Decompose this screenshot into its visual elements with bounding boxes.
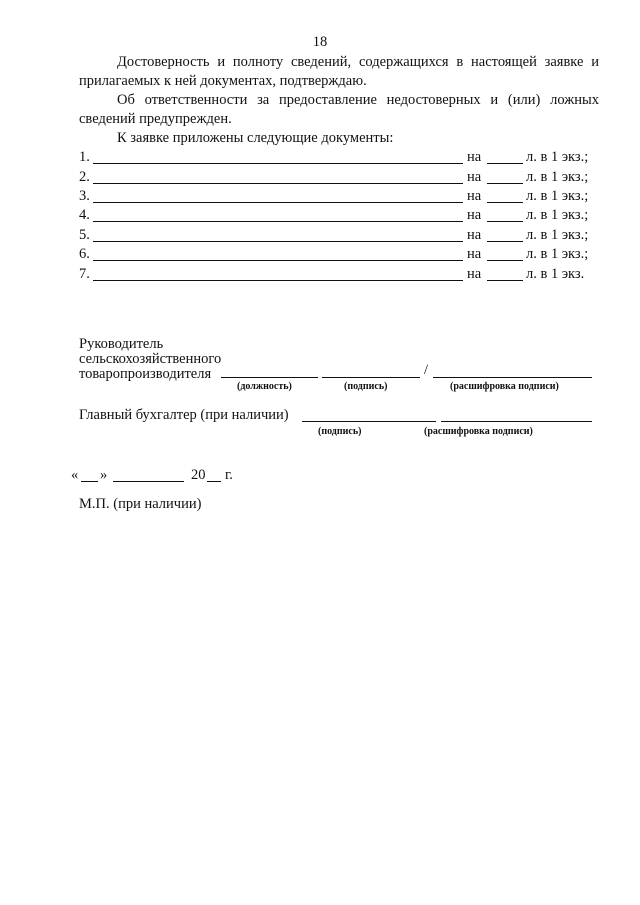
attachment-na-label: на [467,227,482,243]
date-open-quote: « [71,467,79,483]
attachment-pages-line[interactable] [487,260,523,261]
attachment-na-label: на [467,188,482,204]
caption-decoding: (расшифровка подписи) [424,426,533,437]
attachments-intro: К заявке приложены следующие документы: [117,130,394,146]
date-year-prefix: 20 [191,467,206,483]
head-decoding-line[interactable] [433,377,592,378]
attachment-suffix: л. в 1 экз. [526,266,585,282]
head-title-line: товаропроизводителя [79,366,212,382]
attachment-row [79,265,619,284]
page-number: 18 [312,34,328,50]
attachment-name-line[interactable] [93,260,463,261]
attachment-row [79,187,619,206]
attachment-suffix: л. в 1 экз.; [526,207,589,223]
caption-position: (должность) [237,381,292,392]
attachment-number: 7. [79,266,90,282]
head-signature-line[interactable] [322,377,420,378]
caption-signature: (подпись) [344,381,388,392]
attachment-name-line[interactable] [93,241,463,242]
attachment-number: 4. [79,207,90,223]
attachment-suffix: л. в 1 экз.; [526,188,589,204]
attachment-pages-line[interactable] [487,183,523,184]
liability-paragraph: Об ответственности за предоставление недостоверных и (или) ложных сведений предупрежден. [79,92,599,127]
signature-slash: / [424,362,429,378]
attachment-na-label: на [467,246,482,262]
attachment-number: 1. [79,149,90,165]
attachment-pages-line[interactable] [487,241,523,242]
attachment-na-label: на [467,207,482,223]
attachment-number: 2. [79,169,90,185]
attachment-suffix: л. в 1 экз.; [526,227,589,243]
head-title-line: сельскохозяйственного [79,351,222,367]
attachment-na-label: на [467,169,482,185]
attachment-number: 6. [79,246,90,262]
attachment-pages-line[interactable] [487,202,523,203]
date-year-suffix: г. [225,467,233,483]
caption-decoding: (расшифровка подписи) [450,381,559,392]
attachment-row [79,206,619,225]
attachment-number: 5. [79,227,90,243]
attachment-row [79,168,619,187]
attachment-name-line[interactable] [93,280,463,281]
attachment-number: 3. [79,188,90,204]
attachment-suffix: л. в 1 экз.; [526,169,589,185]
attachment-pages-line[interactable] [487,280,523,281]
date-month-line[interactable] [113,481,184,482]
attachment-row [79,226,619,245]
date-close-quote: » [100,467,108,483]
head-title-line: Руководитель [79,336,164,352]
chief-accountant-label: Главный бухгалтер (при наличии) [79,407,289,423]
attachment-name-line[interactable] [93,221,463,222]
stamp-label: М.П. (при наличии) [79,496,202,512]
caption-signature: (подпись) [318,426,362,437]
attachment-name-line[interactable] [93,202,463,203]
attachment-row [79,148,619,167]
date-day-line[interactable] [81,481,98,482]
attachment-na-label: на [467,149,482,165]
attachment-name-line[interactable] [93,183,463,184]
accountant-signature-line[interactable] [302,421,436,422]
head-signatory-title [79,337,221,382]
attachment-suffix: л. в 1 экз.; [526,246,589,262]
attachment-name-line[interactable] [93,163,463,164]
date-year-line[interactable] [207,481,221,482]
attachment-row [79,245,619,264]
confirmation-paragraph: Достоверность и полноту сведений, содержащихся в настоящей заявке и прилагаемых к ней документах, подтверждаю. [79,54,599,89]
attachment-pages-line[interactable] [487,221,523,222]
attachment-na-label: на [467,266,482,282]
attachment-suffix: л. в 1 экз.; [526,149,589,165]
attachment-pages-line[interactable] [487,163,523,164]
accountant-decoding-line[interactable] [441,421,592,422]
head-position-line[interactable] [221,377,318,378]
